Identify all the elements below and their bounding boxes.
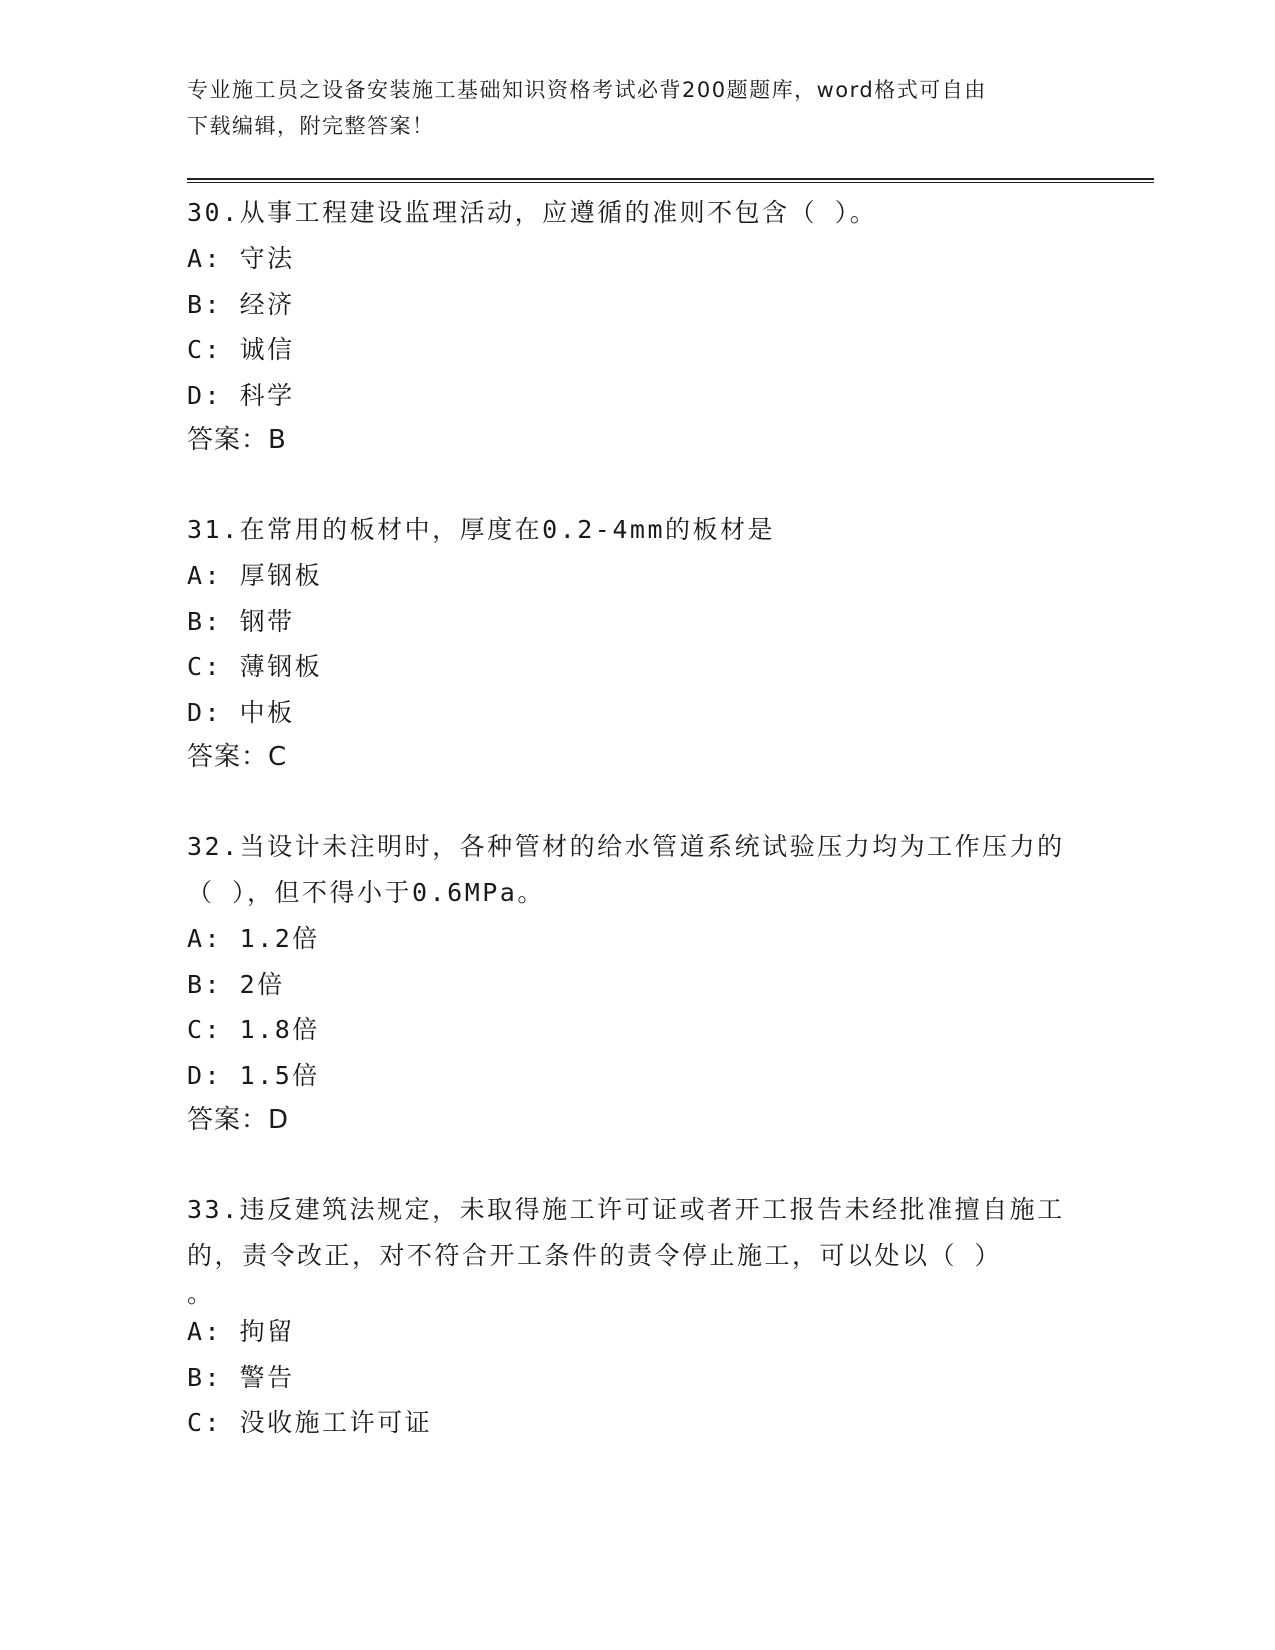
question-list (187, 190, 1087, 1490)
option-d: D: 1.5倍 (187, 1060, 320, 1090)
header-line-2: 下载编辑，附完整答案！ (187, 114, 435, 138)
option-b: B: 钢带 (187, 606, 295, 636)
question-text: 32.当设计未注明时，各种管材的给水管道系统试验压力均为工作压力的（ ），但不得小于0.6MPa。 (187, 832, 1065, 907)
option-d: D: 中板 (187, 697, 295, 727)
header-divider (187, 178, 1154, 183)
answer: 答案：D (187, 1105, 290, 1135)
answer: 答案：B (187, 425, 287, 455)
question-text: 33.违反建筑法规定，未取得施工许可证或者开工报告未经批准擅自施工的，责令改正，对不符合开工条件的责令停止施工，可以处以（ ） (187, 1195, 1065, 1270)
header-line-1: 专业施工员之设备安装施工基础知识资格考试必背200题题库，word格式可自由 (187, 78, 987, 102)
option-b: B: 警告 (187, 1362, 295, 1392)
document-header (187, 72, 1067, 144)
option-a: A: 1.2倍 (187, 924, 320, 953)
question-text: 31.在常用的板材中，厚度在0.2-4mm的板材是 (187, 515, 776, 544)
question-33 (187, 1187, 1087, 1446)
question-text-tail: 。 (187, 1279, 215, 1308)
option-a: A: 守法 (187, 244, 295, 273)
option-a: A: 厚钢板 (187, 561, 323, 590)
question-31 (187, 507, 1087, 780)
option-d: D: 科学 (187, 380, 295, 410)
option-a: A: 拘留 (187, 1317, 295, 1346)
question-text: 30.从事工程建设监理活动，应遵循的准则不包含（ ）。 (187, 198, 878, 227)
option-c: C: 薄钢板 (187, 652, 323, 681)
question-32 (187, 824, 1087, 1143)
option-b: B: 经济 (187, 289, 295, 319)
option-c: C: 1.8倍 (187, 1015, 320, 1044)
option-b: B: 2倍 (187, 969, 285, 999)
answer: 答案：C (187, 742, 288, 772)
question-30 (187, 190, 1087, 463)
option-c: C: 诚信 (187, 335, 295, 364)
option-c: C: 没收施工许可证 (187, 1408, 433, 1437)
